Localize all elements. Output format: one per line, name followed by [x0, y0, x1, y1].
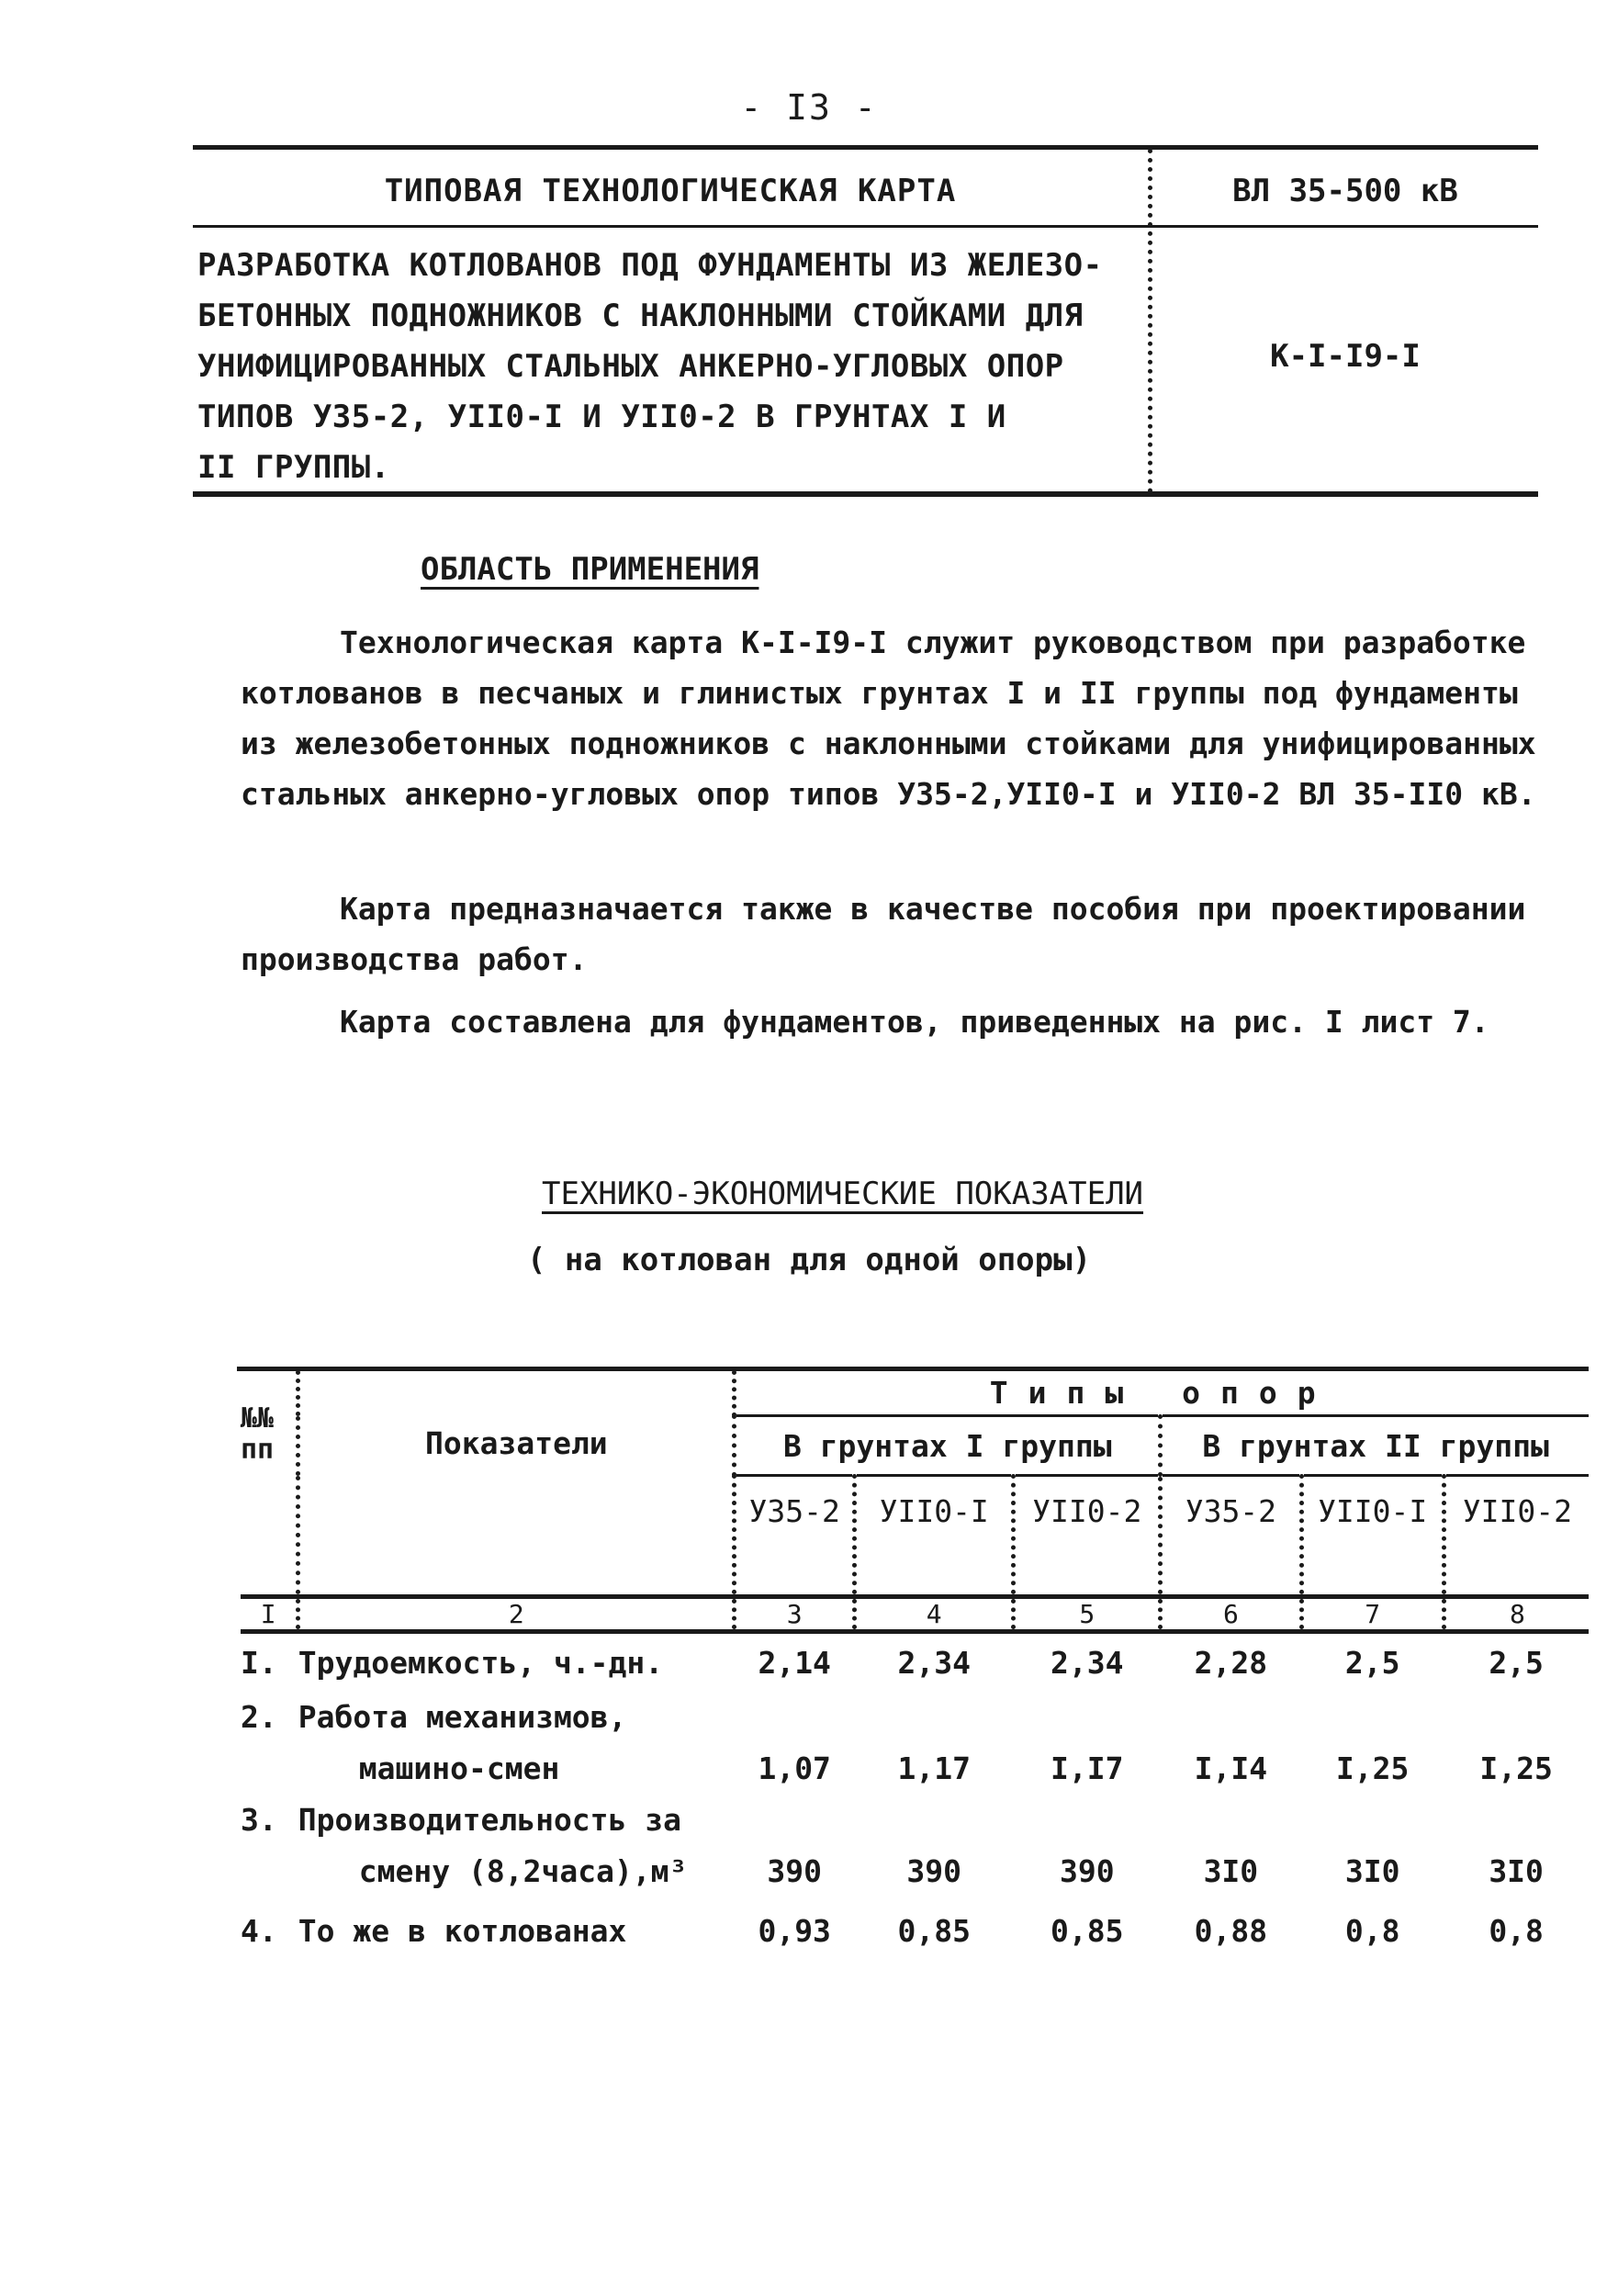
col-number: I	[241, 1597, 298, 1632]
subject-line: РАЗРАБОТКА КОТЛОВАНОВ ПОД ФУНДАМЕНТЫ ИЗ ЖЕЛЕЗО-	[197, 247, 1103, 284]
subject-line: УНИФИЦИРОВАННЫХ СТАЛЬНЫХ АНКЕРНО-УГЛОВЫХ ОПОР	[197, 348, 1064, 385]
indicators-subheading: ( на котлован для одной опоры)	[526, 1242, 1092, 1278]
types-header: Типы опор	[735, 1370, 1589, 1416]
row-name-cont: смену (8,2часа),м³	[358, 1852, 688, 1889]
page-number: - I3 -	[740, 87, 878, 128]
table-row	[241, 1632, 1589, 1692]
col-name-header: Показатели	[298, 1370, 735, 1597]
row-value: 2,28	[1194, 1644, 1268, 1681]
subject-line: БЕТОННЫХ ПОДНОЖНИКОВ С НАКЛОННЫМИ СТОЙКАМИ ДЛЯ	[197, 298, 1084, 334]
scope-paragraph-text: Карта предназначается также в качестве пособия при проектировании производства работ.	[241, 891, 1526, 977]
row-value: 390	[1059, 1852, 1115, 1889]
scope-heading: ОБЛАСТЬ ПРИМЕНЕНИЯ	[421, 551, 759, 588]
scope-paragraph-2	[241, 884, 1572, 985]
row-value: 0,85	[897, 1912, 971, 1949]
voltage-class: ВЛ 35-500 кВ	[1232, 173, 1458, 209]
table-row-cont	[241, 1742, 1589, 1794]
header-top-rule	[193, 145, 1538, 150]
row-value: 3I0	[1203, 1852, 1259, 1889]
row-value: 390	[767, 1852, 822, 1889]
row-name: То же в котлованах	[298, 1912, 627, 1949]
type-col-5: УII0-2	[1014, 1476, 1161, 1597]
scope-paragraph-text: Технологическая карта К-I-I9-I служит руководством при разработке котлованов в песчаных и глинистых грунтах I и II группы под фундаменты из железобетонных подножников с наклонными стойками для унифицированных стальных анкерно-угловых опор типов У35-2,УII0-I и УII0-2 ВЛ 35-II0 кВ.	[241, 625, 1536, 812]
type-col-8: УII0-2	[1462, 1493, 1572, 1529]
col-number: 2	[298, 1597, 735, 1632]
table-row	[241, 1896, 1589, 1964]
row-name-cont: машино-смен	[358, 1750, 560, 1786]
table-row	[241, 1794, 1589, 1845]
scope-paragraph-3	[241, 996, 1572, 1047]
group2-header: В грунтах II группы	[1161, 1416, 1589, 1476]
header-mid-rule	[193, 225, 1538, 228]
col-number: 6	[1161, 1597, 1301, 1632]
row-value: 0,88	[1194, 1912, 1268, 1949]
type-col-7: УII0-I	[1301, 1476, 1444, 1597]
row-value: I,I7	[1051, 1750, 1124, 1786]
card-subject	[197, 241, 1162, 493]
table-row	[241, 1691, 1589, 1742]
type-col-3: У35-2	[735, 1476, 855, 1597]
row-number: 2.	[241, 1698, 277, 1735]
col-no-header: №№ пп	[241, 1370, 298, 1597]
row-value: I,25	[1335, 1750, 1410, 1786]
row-value: 2,5	[1489, 1644, 1544, 1681]
scope-paragraph-1	[241, 617, 1572, 819]
table-row-cont	[241, 1845, 1589, 1896]
col-number: 8	[1509, 1599, 1525, 1629]
type-col-6: У35-2	[1161, 1476, 1301, 1597]
row-value: 1,07	[758, 1750, 831, 1786]
row-value: 0,8	[1489, 1912, 1544, 1949]
col-number: 7	[1301, 1597, 1444, 1632]
row-name: Производительность за	[298, 1801, 682, 1838]
row-number: 4.	[241, 1912, 277, 1949]
row-name: Трудоемкость, ч.-дн.	[298, 1644, 664, 1681]
row-value: 2,34	[897, 1644, 971, 1681]
row-value: 2,14	[758, 1644, 831, 1681]
col-number: 3	[735, 1597, 855, 1632]
col-number: 5	[1014, 1597, 1161, 1632]
card-code: К-I-I9-I	[1270, 338, 1421, 375]
row-value: I,25	[1479, 1750, 1553, 1786]
row-name: Работа механизмов,	[298, 1698, 627, 1735]
row-value: 0,93	[758, 1912, 831, 1949]
header-bottom-rule	[193, 491, 1538, 497]
row-value: 0,8	[1344, 1912, 1400, 1949]
col-number: 4	[855, 1597, 1014, 1632]
type-col-4: УII0-I	[855, 1476, 1014, 1597]
row-value: 1,17	[897, 1750, 971, 1786]
scope-paragraph-text: Карта составлена для фундаментов, приведенных на рис. I лист 7.	[340, 1004, 1489, 1040]
row-value: 3I0	[1344, 1852, 1400, 1889]
group1-header: В грунтах I группы	[735, 1416, 1161, 1476]
subject-line: ТИПОВ У35-2, УII0-I И УII0-2 В ГРУНТАХ I И	[197, 399, 1006, 435]
row-value: 2,34	[1051, 1644, 1124, 1681]
row-value: 390	[906, 1852, 962, 1889]
card-title: ТИПОВАЯ ТЕХНОЛОГИЧЕСКАЯ КАРТА	[384, 173, 957, 209]
row-value: 2,5	[1344, 1644, 1400, 1681]
subject-line: II ГРУППЫ.	[197, 449, 390, 486]
row-value: I,I4	[1194, 1750, 1268, 1786]
row-value: 3I0	[1489, 1852, 1544, 1889]
indicators-table	[241, 1370, 1589, 1964]
row-number: 3.	[241, 1801, 277, 1838]
row-value: 0,85	[1051, 1912, 1124, 1949]
row-number: I.	[241, 1644, 277, 1681]
indicators-heading: ТЕХНИКО-ЭКОНОМИЧЕСКИЕ ПОКАЗАТЕЛИ	[542, 1176, 1144, 1212]
